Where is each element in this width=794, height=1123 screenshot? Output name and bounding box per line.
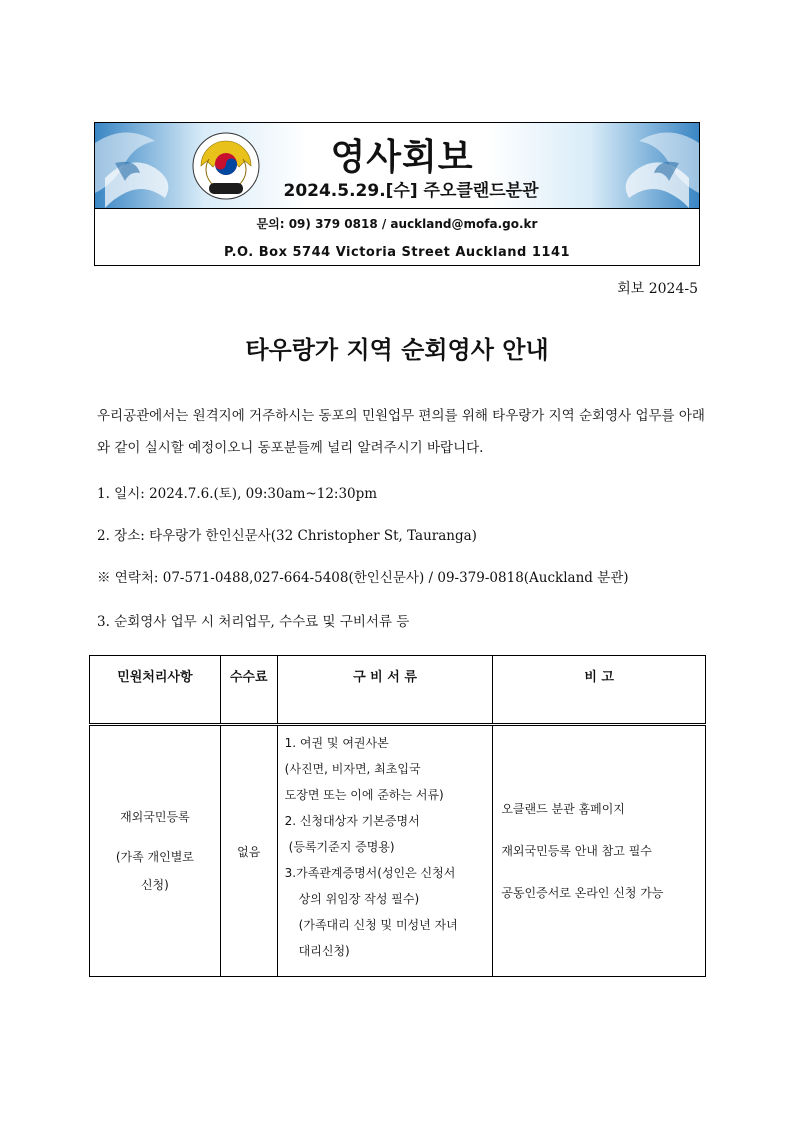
document-line: (등록기준지 증명용) xyxy=(288,840,395,854)
header-notes: 비 고 xyxy=(493,656,706,725)
cell-service-item xyxy=(90,725,221,977)
korea-emblem-icon xyxy=(191,131,261,201)
wave-decoration-right xyxy=(589,123,699,208)
services-table xyxy=(89,655,706,977)
document-line: 2. 신청대상자 기본증명서 xyxy=(284,814,420,828)
document-line: 대리신청) xyxy=(298,944,350,958)
note-line: 공동인증서로 온라인 신청 가능 xyxy=(501,886,664,900)
item-services: 3. 순회영사 업무 시 처리업무, 수수료 및 구비서류 등 xyxy=(97,614,410,630)
header-service-item: 민원처리사항 xyxy=(90,656,221,725)
address-line: P.O. Box 5744 Victoria Street Auckland 1141 xyxy=(223,245,571,260)
cell-notes xyxy=(493,725,706,977)
item-contact: ※ 연락처: 07-571-0488,027-664-5408(한인신문사) / 09-379-0818(Auckland 분관) xyxy=(97,570,629,586)
document-line: 상의 위임장 작성 필수) xyxy=(298,892,420,906)
service-item-name: 재외국민등록 xyxy=(120,810,190,824)
note-line: 오클랜드 분관 홈페이지 xyxy=(501,802,625,816)
item-date: 1. 일시: 2024.7.6.(토), 09:30am~12:30pm xyxy=(97,486,378,502)
contact-line: 문의: 09) 379 0818 / auckland@mofa.go.kr xyxy=(256,217,538,231)
document-line: 3.가족관계증명서(성인은 신청서 xyxy=(284,866,456,880)
reference-number: 회보 2024-5 xyxy=(617,281,698,297)
service-item-note-cont: 신청) xyxy=(140,878,169,892)
intro-paragraph: 우리공관에서는 원격지에 거주하시는 동포의 민원업무 편의를 위해 타우랑가 지역 순회영사 업무를 아래와 같이 실시할 예정이오니 동포분들께 널리 알려주시기 바랍니다. xyxy=(97,408,705,456)
header-documents: 구 비 서 류 xyxy=(277,656,493,725)
wave-decoration-left xyxy=(95,123,205,208)
note-line: 재외국민등록 안내 참고 필수 xyxy=(501,844,652,858)
document-line: (가족대리 신청 및 미성년 자녀 xyxy=(298,918,458,932)
item-place: 2. 장소: 타우랑가 한인신문사(32 Christopher St, Tauranga) xyxy=(97,528,477,544)
document-line: (사진면, 비자면, 최초입국 xyxy=(284,762,421,776)
banner xyxy=(95,123,699,209)
document-line: 1. 여권 및 여권사본 xyxy=(284,736,389,750)
cell-documents xyxy=(277,725,493,977)
header-box xyxy=(94,122,700,266)
cell-fee: 없음 xyxy=(220,725,277,977)
document-line: 도장면 또는 이에 준하는 서류) xyxy=(284,788,444,802)
table-header-row xyxy=(90,656,706,725)
bulletin-title: 영사회보 xyxy=(330,137,474,178)
service-item-note: (가족 개인별로 xyxy=(115,850,194,864)
document-title: 타우랑가 지역 순회영사 안내 xyxy=(245,336,549,364)
table-row xyxy=(90,725,706,977)
header-fee: 수수료 xyxy=(220,656,277,725)
bulletin-date-office: 2024.5.29.[수] 주오클랜드분관 xyxy=(283,181,539,201)
